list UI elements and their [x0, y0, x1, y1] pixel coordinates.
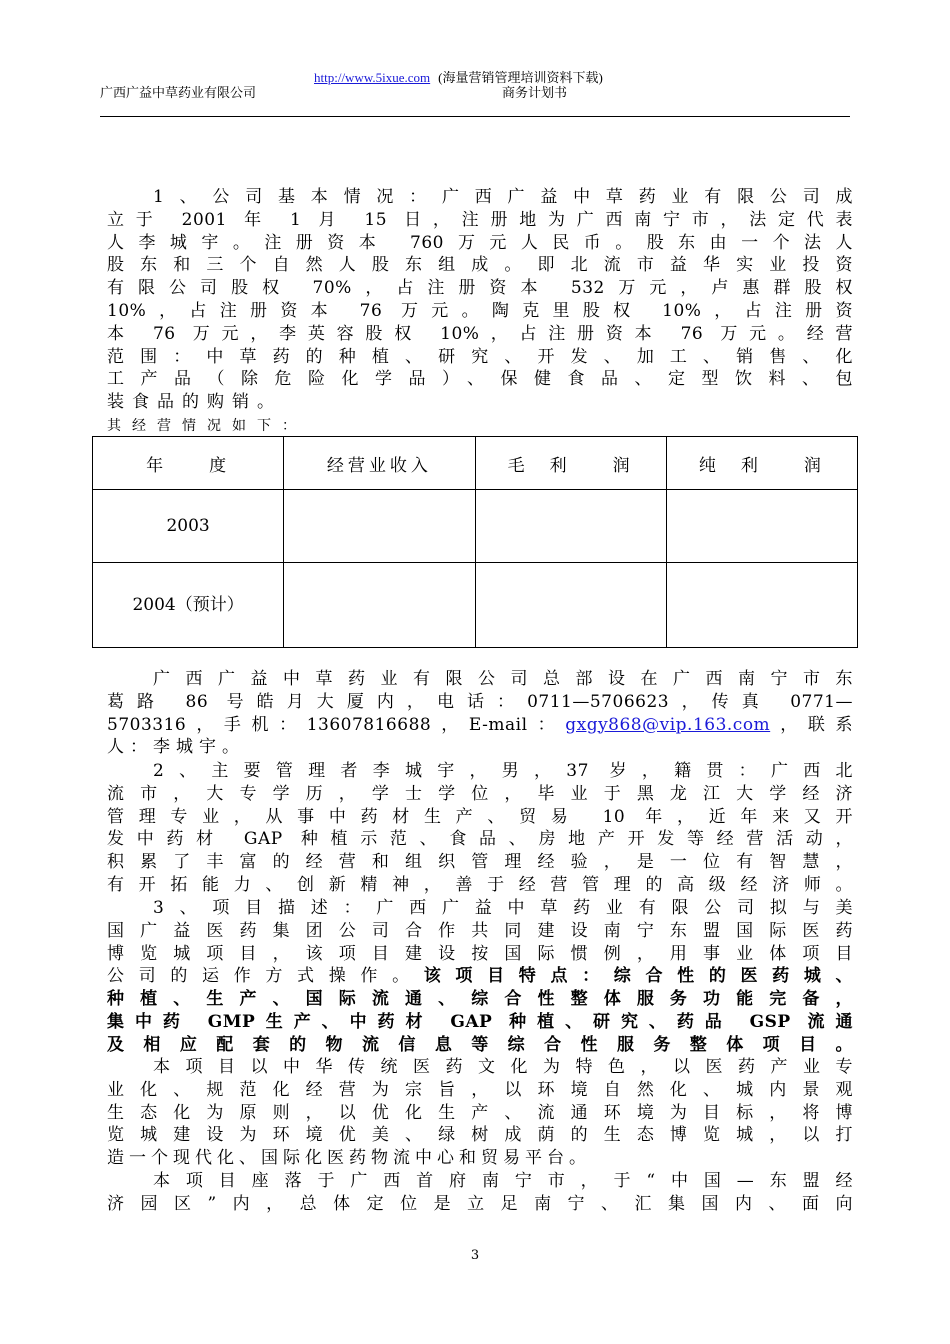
paragraph-line: 工产品（除危险化学品）、保健食品、定型饮料、包: [107, 369, 853, 390]
paragraph-line: 积累了丰富的经营和组织管理经验，是一位有智慧，: [107, 852, 853, 873]
paragraph-line: 葛路 86 号皓月大厦内，电话：0711—5706623，传真 0771—: [107, 691, 853, 712]
project-features-heading: 该项目特点：综合性的医药城、: [423, 966, 854, 987]
section-company-basics: [107, 186, 853, 414]
header-gross-profit: 毛 利 润: [475, 437, 666, 490]
section-project-description: [107, 897, 853, 1057]
page-number: 3: [470, 1248, 480, 1263]
header-document-title: 商务计划书: [502, 86, 568, 101]
paragraph-line: 济园区”内，总体定位是立足南宁、汇集国内、面向: [107, 1193, 853, 1214]
cell-net-profit: [666, 563, 857, 648]
cell-year: 2004（预计）: [93, 563, 284, 648]
paragraph-line: 造一个现代化、国际化医药物流中心和贸易平台。: [107, 1148, 591, 1169]
project-operation-text: 公司的运作方式操作。: [107, 966, 424, 987]
table-row: [93, 490, 858, 563]
header-revenue: 经营业收入: [284, 437, 475, 490]
table-header-row: [93, 437, 858, 490]
paragraph-line: 本项目以中华传统医药文化为特色，以医药产业专: [153, 1057, 853, 1077]
paragraph-line: 博览城项目，该项目建设按国际惯例，用事业体项目: [107, 943, 853, 964]
contact-suffix: ，联系: [770, 714, 853, 735]
paragraph-line: [107, 1011, 853, 1034]
section-management: [107, 760, 853, 897]
paragraph-line: [107, 1034, 853, 1057]
header-link-note: (海量营销管理培训资料下载): [438, 70, 603, 85]
header-website-link[interactable]: http://www.5ixue.com: [314, 70, 431, 85]
paragraph-line: 国广益医药集团公司合作共同建设南宁东盟国际医药: [107, 920, 853, 941]
paragraph-line: [107, 965, 853, 988]
table-row: [93, 563, 858, 648]
section-project-location: [107, 1170, 853, 1216]
paragraph-line: 装食品的购销。: [107, 392, 282, 413]
project-features-text: 种植、生产、国际流通、综合性整体服务功能完备，: [107, 989, 853, 1010]
paragraph-line: 2、主要管理者李城宇，男，37 岁，籍贯：广西北: [153, 761, 853, 781]
cell-gross-profit: [475, 563, 666, 648]
paragraph-line: 广西广益中草药业有限公司总部设在广西南宁市东: [153, 669, 853, 689]
header-net-profit: 纯 利 润: [666, 437, 857, 490]
email-link[interactable]: gxgy868@vip.163.com: [565, 714, 771, 735]
paragraph-line: 10%，占注册资本 76 万元。陶克里股权 10%，占注册资: [107, 300, 853, 321]
table-intro: 其经营情况如下：: [107, 418, 307, 434]
cell-revenue: [284, 490, 475, 563]
paragraph-line: 人李城宇。注册资本 760万元人民币。股东由一个法人: [107, 232, 853, 253]
paragraph-line: 人：李城宇。: [107, 737, 245, 758]
section-project-goals: [107, 1056, 853, 1170]
paragraph-line: 流市，大专学历，学士学位，毕业于黑龙江大学经济: [107, 783, 853, 804]
paragraph-line: 管理专业，从事中药材生产、贸易 10 年，近年来又开: [107, 806, 853, 827]
paragraph-line: 本项目座落于广西首府南宁市，于“中国—东盟经: [153, 1171, 853, 1191]
project-features-text: 集中药 GMP生产、中药材 GAP 种植、研究、药品 GSP 流通: [107, 1011, 853, 1032]
paragraph-line: 1、公司基本情况：广西广益中草药业有限公司成: [153, 187, 853, 207]
paragraph-line: 有开拓能力、创新精神，善于经营管理的高级经济师。: [107, 874, 853, 895]
paragraph-line: 有限公司股权 70%，占注册资本 532万元，卢惠群股权: [107, 278, 853, 299]
header-year: 年 度: [93, 437, 284, 490]
paragraph-line: [107, 988, 853, 1011]
paragraph-line: 3、项目描述：广西广益中草药业有限公司拟与美: [153, 898, 853, 918]
header-company-name: 广西广益中草药业有限公司: [100, 86, 257, 101]
paragraph-line: 发中药材 GAP 种植示范、食品、房地产开发等经营活动，: [107, 829, 853, 850]
paragraph-line: 本 76 万元，李英容股权 10%，占注册资本 76 万元。经营: [107, 323, 853, 344]
project-features-text: 及相应配套的物流信息等综合性服务整体项目。: [107, 1034, 853, 1055]
header-divider: [100, 116, 850, 117]
paragraph-line: [107, 714, 853, 737]
paragraph-line: 立于 2001 年 1 月 15 日，注册地为广西南宁市，法定代表: [107, 209, 853, 230]
paragraph-line: 范围：中草药的种植、研究、开发、加工、销售、化: [107, 346, 853, 367]
operating-results-table: [92, 436, 858, 648]
paragraph-line: 生态化为原则，以优化生产、流通环境为目标，将博: [107, 1102, 853, 1123]
paragraph-line: 股东和三个自然人股东组成。即北流市益华实业投资: [107, 255, 853, 276]
paragraph-line: 览城建设为环境优美、绿树成荫的生态博览城，以打: [107, 1125, 853, 1146]
cell-net-profit: [666, 490, 857, 563]
contact-phone-text: 5703316，手机：13607816688，E-mail：: [107, 714, 566, 735]
section-contact-info: [107, 668, 853, 759]
paragraph-line: 业化、规范化经营为宗旨，以环境自然化、城内景观: [107, 1079, 853, 1100]
cell-gross-profit: [475, 490, 666, 563]
cell-revenue: [284, 563, 475, 648]
cell-year: 2003: [93, 490, 284, 563]
